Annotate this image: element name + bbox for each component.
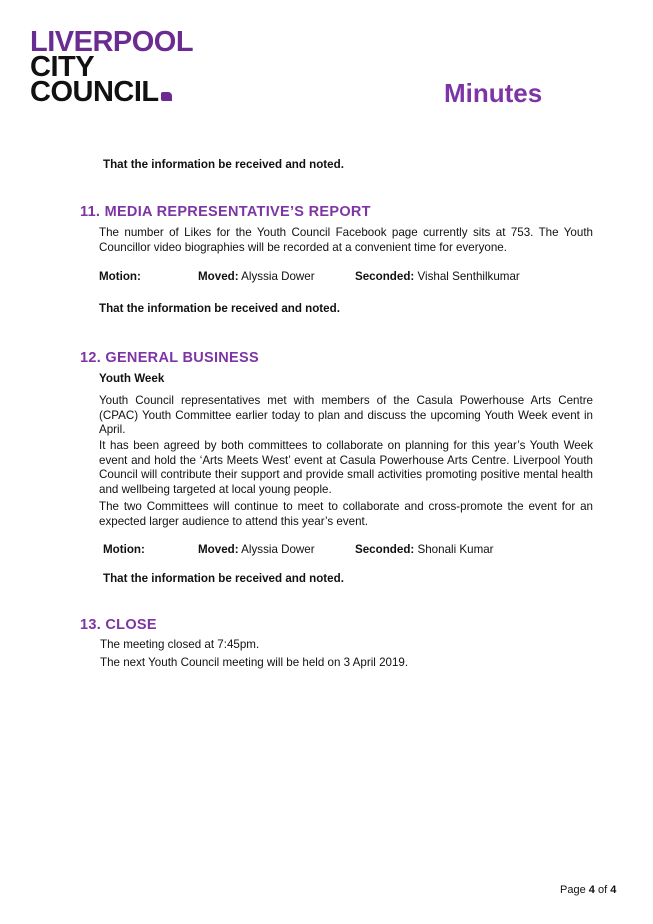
logo-line-3: COUNCIL bbox=[30, 80, 193, 105]
section-11-motion-label: Motion: bbox=[99, 270, 141, 283]
section-11-paragraph: The number of Likes for the Youth Council Facebook page currently sits at 753. The Youth Councillor video biographies will be recorded at a convenient time for everyone. bbox=[99, 226, 593, 254]
section-11-seconded: Seconded: Vishal Senthilkumar bbox=[355, 270, 520, 283]
section-12-seconded: Seconded: Shonali Kumar bbox=[355, 543, 494, 556]
page-number: Page 4 of 4 bbox=[560, 884, 617, 896]
logo-line-1: LIVERPOOL bbox=[30, 26, 194, 58]
section-12-paragraph-3: The two Committees will continue to meet to collaborate and cross-promote the event for an expected larger audience to attend this year’s event. bbox=[99, 500, 593, 528]
section-12-subheading: Youth Week bbox=[99, 372, 165, 385]
logo-mark-icon bbox=[161, 92, 172, 101]
section-12-motion-label: Motion: bbox=[103, 543, 145, 556]
council-logo bbox=[30, 26, 194, 108]
section-12-paragraph-2: It has been agreed by both committees to collaborate on planning for this year’s Youth Week event and hold the ‘Arts Meets West’ event at Casula Powerhouse Arts Centre. Liverpool Youth Council will contribute their support and provide small activities promoting positive mental health and wellbeing targeted at local young people. bbox=[99, 439, 593, 496]
section-13-line-1: The meeting closed at 7:45pm. bbox=[100, 638, 260, 651]
section-12-paragraph-1: Youth Council representatives met with members of the Casula Powerhouse Arts Centre (CPAC) Youth Committee earlier today to plan and discuss the upcoming Youth Week event in April. bbox=[99, 394, 593, 437]
section-12-moved: Moved: Alyssia Dower bbox=[198, 543, 315, 556]
section-11-resolution: That the information be received and noted. bbox=[99, 302, 340, 315]
logo-line-2: CITY bbox=[30, 51, 95, 83]
section-13-heading: 13. CLOSE bbox=[80, 617, 157, 633]
section-11-heading: 11. MEDIA REPRESENTATIVE’S REPORT bbox=[80, 204, 371, 220]
document-title: Minutes bbox=[444, 78, 543, 108]
section-11-moved: Moved: Alyssia Dower bbox=[198, 270, 315, 283]
section-13-line-2: The next Youth Council meeting will be held on 3 April 2019. bbox=[100, 656, 409, 669]
section-12-resolution: That the information be received and noted. bbox=[103, 572, 344, 585]
section-12-heading: 12. GENERAL BUSINESS bbox=[80, 350, 259, 366]
resolution-text: That the information be received and noted. bbox=[103, 158, 344, 171]
